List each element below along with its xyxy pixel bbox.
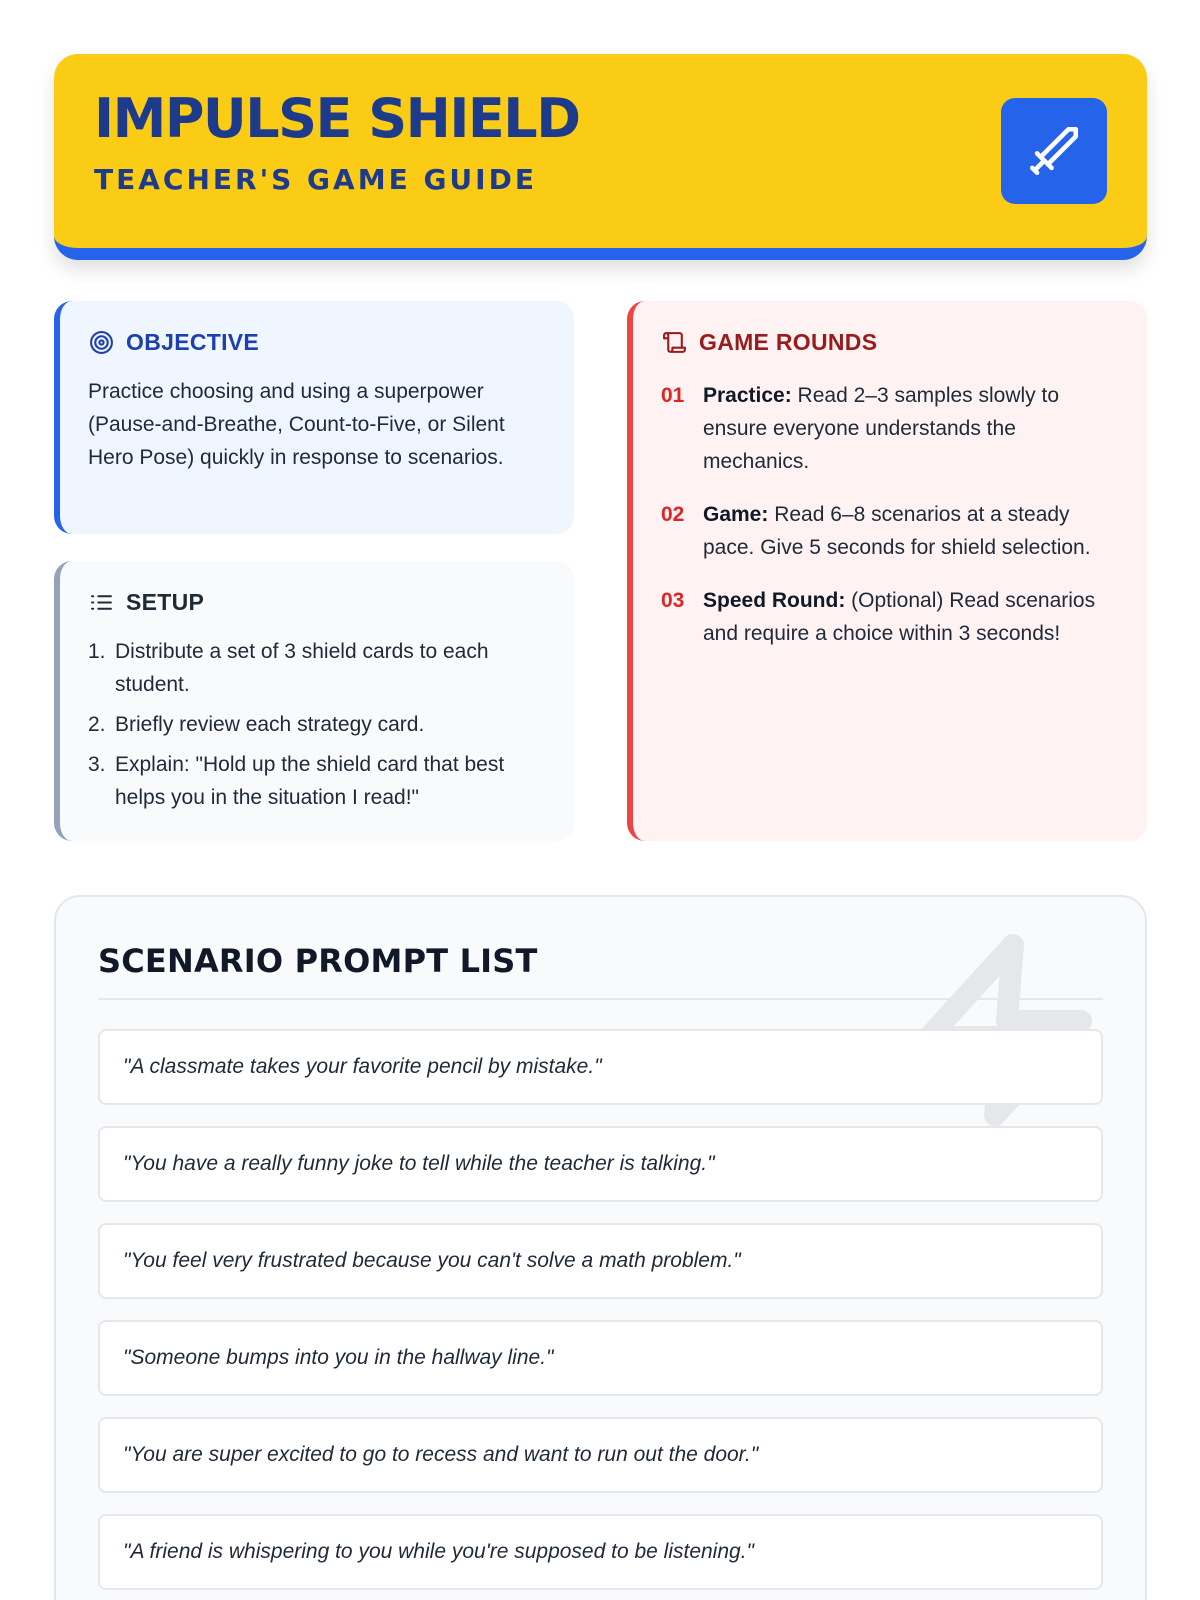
round-text: (Optional) Read scenarios and require a choice within 3 seconds! (703, 589, 1096, 645)
setup-heading-label: SETUP (126, 588, 205, 615)
setup-heading (88, 589, 204, 615)
game-rounds-heading-label: GAME ROUNDS (699, 328, 878, 355)
scenario-item: "You are super excited to go to recess and want to run out the door." (98, 1417, 1103, 1493)
scenario-item: "You have a really funny joke to tell while the teacher is talking." (98, 1126, 1103, 1202)
objective-card (54, 301, 574, 534)
setup-steps (88, 635, 546, 821)
scenario-list (98, 1029, 1103, 1600)
setup-card (54, 561, 574, 841)
setup-step-number: 2. (88, 713, 106, 736)
header-badge (1001, 98, 1107, 204)
round-text: Read 6–8 scenarios at a steady pace. Give 5 seconds for shield selection. (703, 503, 1091, 559)
scenario-item: "You feel very frustrated because you can't solve a math problem." (98, 1223, 1103, 1299)
round-number: 02 (661, 503, 685, 526)
scenario-panel (54, 895, 1147, 1600)
page-title: IMPULSE SHIELD (94, 87, 580, 150)
round-label: Practice: (703, 384, 792, 407)
objective-heading (88, 329, 259, 355)
game-rounds-card (627, 301, 1147, 841)
setup-step (88, 748, 546, 814)
scenario-item: "A friend is whispering to you while you're supposed to be listening." (98, 1514, 1103, 1590)
target-icon (88, 329, 114, 355)
setup-step-number: 3. (88, 753, 106, 776)
sword-icon (1025, 122, 1083, 180)
scenario-list-title: SCENARIO PROMPT LIST (98, 942, 538, 980)
list-icon (88, 589, 114, 615)
round-number: 01 (661, 384, 685, 407)
round-number: 03 (661, 589, 685, 612)
game-rounds-list (661, 379, 1119, 670)
round-text: Read 2–3 samples slowly to ensure everyone understands the mechanics. (703, 384, 1060, 473)
setup-step-number: 1. (88, 640, 106, 663)
setup-step (88, 635, 546, 701)
scenario-item: "Someone bumps into you in the hallway line." (98, 1320, 1103, 1396)
setup-step-text: Distribute a set of 3 shield cards to each student. (115, 640, 489, 696)
round-item (661, 379, 1119, 478)
setup-step (88, 708, 546, 741)
scenario-divider (98, 998, 1103, 1000)
objective-text: Practice choosing and using a superpower (Pause-and-Breathe, Count-to-Five, or Silent Hero Pose) quickly in response to scenarios. (88, 380, 505, 469)
setup-step-text: Briefly review each strategy card. (115, 713, 425, 736)
page-subtitle: TEACHER'S GAME GUIDE (94, 163, 537, 196)
round-label: Speed Round: (703, 589, 846, 612)
header-banner (54, 54, 1147, 260)
setup-step-text: Explain: "Hold up the shield card that best helps you in the situation I read!" (115, 753, 505, 809)
objective-heading-label: OBJECTIVE (126, 328, 260, 355)
round-item (661, 584, 1119, 650)
scenario-item: "A classmate takes your favorite pencil by mistake." (98, 1029, 1103, 1105)
round-item (661, 498, 1119, 564)
scroll-icon (661, 329, 687, 355)
game-rounds-heading (661, 329, 877, 355)
round-label: Game: (703, 503, 769, 526)
